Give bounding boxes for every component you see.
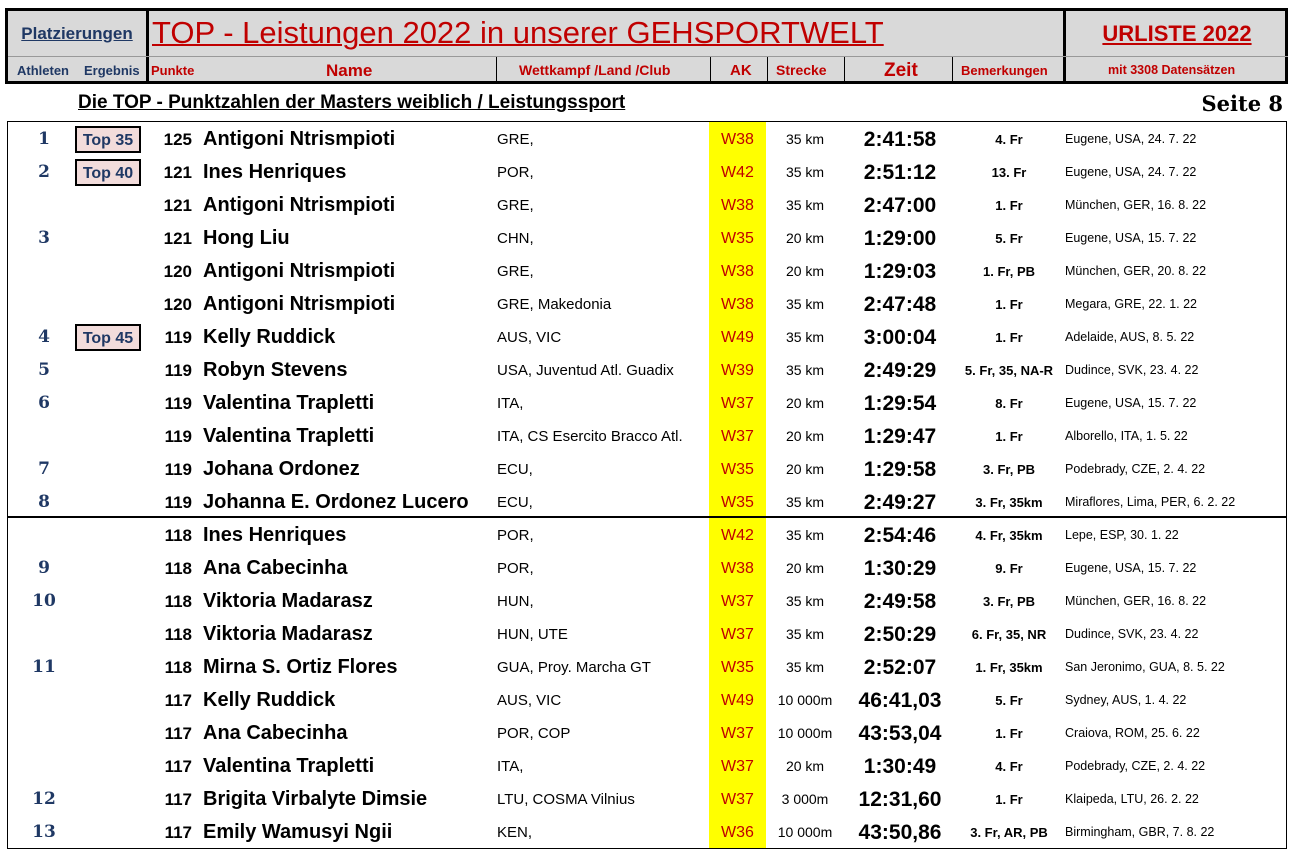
col-ak: AK (730, 62, 752, 79)
remarks-cell: 5. Fr (995, 693, 1023, 708)
time-cell: 1:29:03 (863, 260, 937, 283)
athlete-name: Johana Ordonez (203, 458, 360, 480)
header-divider (8, 56, 1288, 57)
section-heading: Die TOP - Punktzahlen der Masters weiblich / Leistungssport (78, 92, 626, 113)
club-cell: GRE, (497, 263, 534, 280)
athlete-name: Ana Cabecinha (203, 722, 348, 744)
remarks-cell: 5. Fr, 35, NA-R (964, 363, 1054, 378)
table-row (0, 750, 1297, 783)
time-cell: 1:29:54 (863, 392, 937, 415)
points-cell: 118 (164, 625, 192, 644)
points-cell: 117 (164, 724, 192, 743)
distance-cell: 35 km (785, 494, 825, 510)
rank-cell (24, 519, 64, 552)
distance-cell: 35 km (785, 197, 825, 213)
age-class-cell: W49 (721, 329, 754, 346)
venue-date-cell: Craiova, ROM, 25. 6. 22 (1065, 726, 1200, 740)
points-cell: 117 (164, 823, 192, 842)
distance-cell: 20 km (785, 461, 825, 477)
table-row (0, 255, 1297, 288)
table-row (0, 816, 1297, 849)
points-cell: 119 (164, 394, 192, 413)
top-badge[interactable]: Top 35 (75, 126, 141, 153)
header-divider (844, 57, 845, 81)
remarks-cell: 1. Fr (995, 726, 1023, 741)
time-cell: 2:49:27 (863, 491, 937, 514)
distance-cell: 20 km (785, 395, 825, 411)
distance-cell: 20 km (785, 428, 825, 444)
age-class-cell: W38 (721, 197, 754, 214)
table-row (0, 288, 1297, 321)
time-cell: 12:31,60 (858, 788, 942, 811)
club-cell: CHN, (497, 230, 534, 247)
venue-date-cell: Podebrady, CZE, 2. 4. 22 (1065, 462, 1206, 476)
athlete-name: Antigoni Ntrismpioti (203, 293, 396, 315)
time-cell: 43:50,86 (858, 821, 942, 844)
athlete-name: Kelly Ruddick (203, 689, 336, 711)
athlete-name: Antigoni Ntrismpioti (203, 128, 396, 150)
points-cell: 117 (164, 691, 192, 710)
table-row (0, 684, 1297, 717)
points-cell: 121 (163, 196, 192, 215)
table-row (0, 123, 1297, 156)
rank-cell: 6 (38, 393, 50, 413)
points-cell: 121 (163, 229, 192, 248)
placements-link[interactable]: Platzierungen (21, 24, 133, 43)
distance-cell: 35 km (785, 659, 825, 675)
athlete-name: Kelly Ruddick (203, 326, 336, 348)
remarks-cell: 3. Fr, AR, PB (970, 825, 1048, 840)
venue-date-cell: Eugene, USA, 24. 7. 22 (1065, 165, 1197, 179)
rank-cell: 10 (32, 591, 56, 611)
venue-date-cell: Dudince, SVK, 23. 4. 22 (1065, 627, 1199, 641)
age-class-cell: W35 (721, 461, 754, 478)
header-divider (710, 57, 711, 81)
col-records: mit 3308 Datensätzen (1108, 63, 1236, 77)
age-class-cell: W35 (721, 230, 754, 247)
col-remarks: Bemerkungen (961, 63, 1048, 78)
remarks-cell: 6. Fr, 35, NR (971, 627, 1047, 642)
page-title (149, 11, 1065, 57)
header-box (5, 8, 1288, 84)
athlete-name: Viktoria Madarasz (203, 590, 373, 612)
time-cell: 1:30:29 (863, 557, 937, 580)
rank-cell (24, 288, 64, 321)
club-cell: GRE, (497, 197, 534, 214)
remarks-cell: 1. Fr, PB (982, 264, 1036, 279)
athlete-name: Ines Henriques (203, 161, 347, 183)
remarks-cell: 1. Fr (995, 792, 1023, 807)
athlete-name: Antigoni Ntrismpioti (203, 194, 396, 216)
remarks-cell: 3. Fr, 35km (975, 495, 1043, 510)
age-class-cell: W35 (721, 659, 754, 676)
page-title-text: TOP - Leistungen 2022 in unserer GEHSPORTWELT (152, 15, 884, 50)
club-cell: POR, (497, 164, 534, 181)
distance-cell: 10 000m (777, 824, 833, 840)
header-divider (496, 57, 497, 81)
points-cell: 117 (164, 790, 192, 809)
col-points: Punkte (151, 63, 195, 78)
club-cell: GRE, (497, 131, 534, 148)
rank-cell (24, 684, 64, 717)
header-divider (767, 57, 768, 81)
venue-date-cell: Birmingham, GBR, 7. 8. 22 (1065, 825, 1215, 839)
remarks-cell: 1. Fr (995, 330, 1023, 345)
distance-cell: 20 km (785, 263, 825, 279)
club-cell: ECU, (497, 461, 533, 478)
athlete-name: Emily Wamusyi Ngii (203, 821, 393, 843)
distance-cell: 3 000m (781, 791, 829, 807)
venue-date-cell: Lepe, ESP, 30. 1. 22 (1065, 528, 1179, 542)
time-cell: 2:49:29 (863, 359, 937, 382)
rank-cell: 11 (32, 657, 56, 677)
time-cell: 2:47:00 (863, 194, 937, 217)
club-cell: GRE, Makedonia (497, 296, 612, 313)
time-cell: 3:00:04 (863, 326, 937, 349)
venue-date-cell: Dudince, SVK, 23. 4. 22 (1065, 363, 1199, 377)
venue-date-cell: Sydney, AUS, 1. 4. 22 (1065, 693, 1187, 707)
age-class-cell: W49 (721, 692, 754, 709)
points-cell: 119 (164, 460, 192, 479)
age-class-cell: W37 (721, 428, 754, 445)
venue-date-cell: München, GER, 20. 8. 22 (1065, 264, 1207, 278)
remarks-cell: 1. Fr, 35km (975, 660, 1043, 675)
age-class-cell: W37 (721, 791, 754, 808)
time-cell: 2:41:58 (863, 128, 937, 151)
remarks-cell: 4. Fr (995, 132, 1023, 147)
time-cell: 46:41,03 (858, 689, 942, 712)
top-badge[interactable]: Top 40 (75, 159, 141, 186)
distance-cell: 35 km (785, 626, 825, 642)
time-cell: 1:29:47 (863, 425, 937, 448)
athlete-name: Antigoni Ntrismpioti (203, 260, 396, 282)
remarks-cell: 5. Fr (995, 231, 1023, 246)
col-athletes: Athleten (17, 63, 69, 78)
rank-cell (24, 717, 64, 750)
table-row (0, 486, 1297, 519)
distance-cell: 35 km (785, 527, 825, 543)
points-cell: 120 (163, 262, 192, 281)
distance-cell: 35 km (785, 296, 825, 312)
distance-cell: 20 km (785, 230, 825, 246)
rank-cell: 1 (38, 129, 50, 149)
age-class-cell: W37 (721, 593, 754, 610)
points-cell: 120 (163, 295, 192, 314)
distance-cell: 35 km (785, 329, 825, 345)
athlete-name: Hong Liu (203, 227, 290, 249)
distance-cell: 10 000m (777, 692, 833, 708)
rank-cell (24, 255, 64, 288)
remarks-cell: 13. Fr (991, 165, 1027, 180)
club-cell: POR, COP (497, 725, 571, 742)
points-cell: 125 (163, 130, 192, 149)
distance-cell: 35 km (785, 131, 825, 147)
rank-cell (24, 618, 64, 651)
venue-date-cell: München, GER, 16. 8. 22 (1065, 198, 1207, 212)
venue-date-cell: München, GER, 16. 8. 22 (1065, 594, 1207, 608)
results-rows (0, 123, 1297, 849)
top-badge[interactable]: Top 45 (75, 324, 141, 351)
time-cell: 2:51:12 (863, 161, 937, 184)
athlete-name: Brigita Virbalyte Dimsie (203, 788, 428, 810)
distance-cell: 35 km (785, 362, 825, 378)
rank-cell: 13 (32, 822, 56, 842)
rank-cell: 5 (38, 360, 50, 380)
venue-date-cell: Eugene, USA, 15. 7. 22 (1065, 231, 1197, 245)
rank-cell (24, 420, 64, 453)
table-row (0, 618, 1297, 651)
table-row (0, 189, 1297, 222)
table-row (0, 552, 1297, 585)
urliste-link[interactable]: URLISTE 2022 (1102, 21, 1252, 46)
club-cell: AUS, VIC (497, 329, 562, 346)
time-cell: 2:49:58 (863, 590, 937, 613)
age-class-cell: W38 (721, 263, 754, 280)
points-cell: 117 (164, 757, 192, 776)
table-row (0, 222, 1297, 255)
points-cell: 119 (164, 328, 192, 347)
remarks-cell: 1. Fr (995, 297, 1023, 312)
col-distance: Strecke (776, 62, 827, 78)
time-cell: 2:54:46 (863, 524, 937, 547)
athlete-name: Robyn Stevens (203, 359, 348, 381)
points-cell: 118 (164, 526, 192, 545)
athlete-name: Johanna E. Ordonez Lucero (203, 491, 469, 513)
distance-cell: 35 km (785, 164, 825, 180)
club-cell: POR, (497, 560, 534, 577)
club-cell: POR, (497, 527, 534, 544)
athlete-name: Valentina Trapletti (203, 425, 375, 447)
age-class-cell: W37 (721, 626, 754, 643)
points-cell: 118 (164, 658, 192, 677)
points-cell: 119 (164, 427, 192, 446)
distance-cell: 10 000m (777, 725, 833, 741)
athlete-name: Ines Henriques (203, 524, 347, 546)
rank-cell (24, 189, 64, 222)
rank-cell: 9 (38, 558, 50, 578)
venue-date-cell: Klaipeda, LTU, 26. 2. 22 (1065, 792, 1199, 806)
remarks-cell: 3. Fr, PB (982, 594, 1036, 609)
col-event: Wettkampf /Land /Club (519, 62, 671, 78)
athlete-name: Valentina Trapletti (203, 755, 375, 777)
age-class-cell: W38 (721, 296, 754, 313)
age-class-cell: W38 (721, 131, 754, 148)
venue-date-cell: Eugene, USA, 24. 7. 22 (1065, 132, 1197, 146)
age-class-cell: W42 (721, 527, 754, 544)
distance-cell: 35 km (785, 593, 825, 609)
time-cell: 1:30:49 (863, 755, 937, 778)
page-number: Seite 8 (1201, 91, 1283, 116)
time-cell: 2:47:48 (863, 293, 937, 316)
points-cell: 119 (164, 361, 192, 380)
points-cell: 118 (164, 592, 192, 611)
rank-cell: 4 (38, 327, 50, 347)
venue-date-cell: Megara, GRE, 22. 1. 22 (1065, 297, 1198, 311)
athlete-name: Mirna S. Ortiz Flores (203, 656, 398, 678)
venue-date-cell: Adelaide, AUS, 8. 5. 22 (1065, 330, 1195, 344)
rank-cell: 8 (38, 492, 50, 512)
remarks-cell: 9. Fr (995, 561, 1023, 576)
col-result: Ergebnis (84, 63, 140, 78)
venue-date-cell: Eugene, USA, 15. 7. 22 (1065, 396, 1197, 410)
age-class-cell: W36 (721, 824, 754, 841)
rank-cell: 2 (38, 162, 50, 182)
club-cell: ECU, (497, 494, 533, 511)
remarks-cell: 4. Fr, 35km (975, 528, 1043, 543)
club-cell: GUA, Proy. Marcha GT (497, 659, 651, 676)
remarks-cell: 1. Fr (995, 429, 1023, 444)
club-cell: AUS, VIC (497, 692, 562, 709)
age-class-cell: W35 (721, 494, 754, 511)
time-cell: 1:29:58 (863, 458, 937, 481)
age-class-cell: W39 (721, 362, 754, 379)
table-row (0, 453, 1297, 486)
table-row (0, 651, 1297, 684)
points-cell: 121 (163, 163, 192, 182)
points-cell: 119 (164, 493, 192, 512)
table-row (0, 354, 1297, 387)
age-class-cell: W37 (721, 758, 754, 775)
club-cell: ITA, (497, 395, 524, 412)
venue-date-cell: Eugene, USA, 15. 7. 22 (1065, 561, 1197, 575)
age-class-cell: W38 (721, 560, 754, 577)
table-row (0, 387, 1297, 420)
time-cell: 2:50:29 (863, 623, 937, 646)
rank-cell: 3 (38, 228, 50, 248)
rank-cell: 12 (32, 789, 56, 809)
header-divider (952, 57, 953, 81)
age-class-cell: W37 (721, 395, 754, 412)
venue-date-cell: Alborello, ITA, 1. 5. 22 (1065, 429, 1188, 443)
athlete-name: Ana Cabecinha (203, 557, 348, 579)
col-name: Name (326, 61, 373, 80)
remarks-cell: 8. Fr (995, 396, 1023, 411)
age-class-cell: W37 (721, 725, 754, 742)
club-cell: ITA, CS Esercito Bracco Atl. (497, 428, 683, 445)
distance-cell: 20 km (785, 560, 825, 576)
club-cell: HUN, UTE (497, 626, 568, 643)
remarks-cell: 4. Fr (995, 759, 1023, 774)
table-row (0, 156, 1297, 189)
athlete-name: Viktoria Madarasz (203, 623, 373, 645)
table-row (0, 783, 1297, 816)
table-row (0, 519, 1297, 552)
venue-date-cell: Podebrady, CZE, 2. 4. 22 (1065, 759, 1206, 773)
club-cell: HUN, (497, 593, 534, 610)
time-cell: 1:29:00 (863, 227, 937, 250)
remarks-cell: 3. Fr, PB (982, 462, 1036, 477)
table-row (0, 585, 1297, 618)
remarks-cell: 1. Fr (995, 198, 1023, 213)
time-cell: 43:53,04 (858, 722, 942, 745)
venue-date-cell: San Jeronimo, GUA, 8. 5. 22 (1065, 660, 1225, 674)
venue-date-cell: Miraflores, Lima, PER, 6. 2. 22 (1065, 495, 1236, 509)
table-row (0, 717, 1297, 750)
distance-cell: 20 km (785, 758, 825, 774)
age-class-cell: W42 (721, 164, 754, 181)
rank-cell: 7 (38, 459, 50, 479)
club-cell: ITA, (497, 758, 524, 775)
club-cell: USA, Juventud Atl. Guadix (497, 362, 674, 379)
table-row (0, 420, 1297, 453)
rank-cell (24, 750, 64, 783)
points-cell: 118 (164, 559, 192, 578)
club-cell: KEN, (497, 824, 533, 841)
time-cell: 2:52:07 (863, 656, 937, 679)
club-cell: LTU, COSMA Vilnius (497, 791, 635, 808)
table-row (0, 321, 1297, 354)
col-time: Zeit (884, 60, 918, 81)
athlete-name: Valentina Trapletti (203, 392, 375, 414)
